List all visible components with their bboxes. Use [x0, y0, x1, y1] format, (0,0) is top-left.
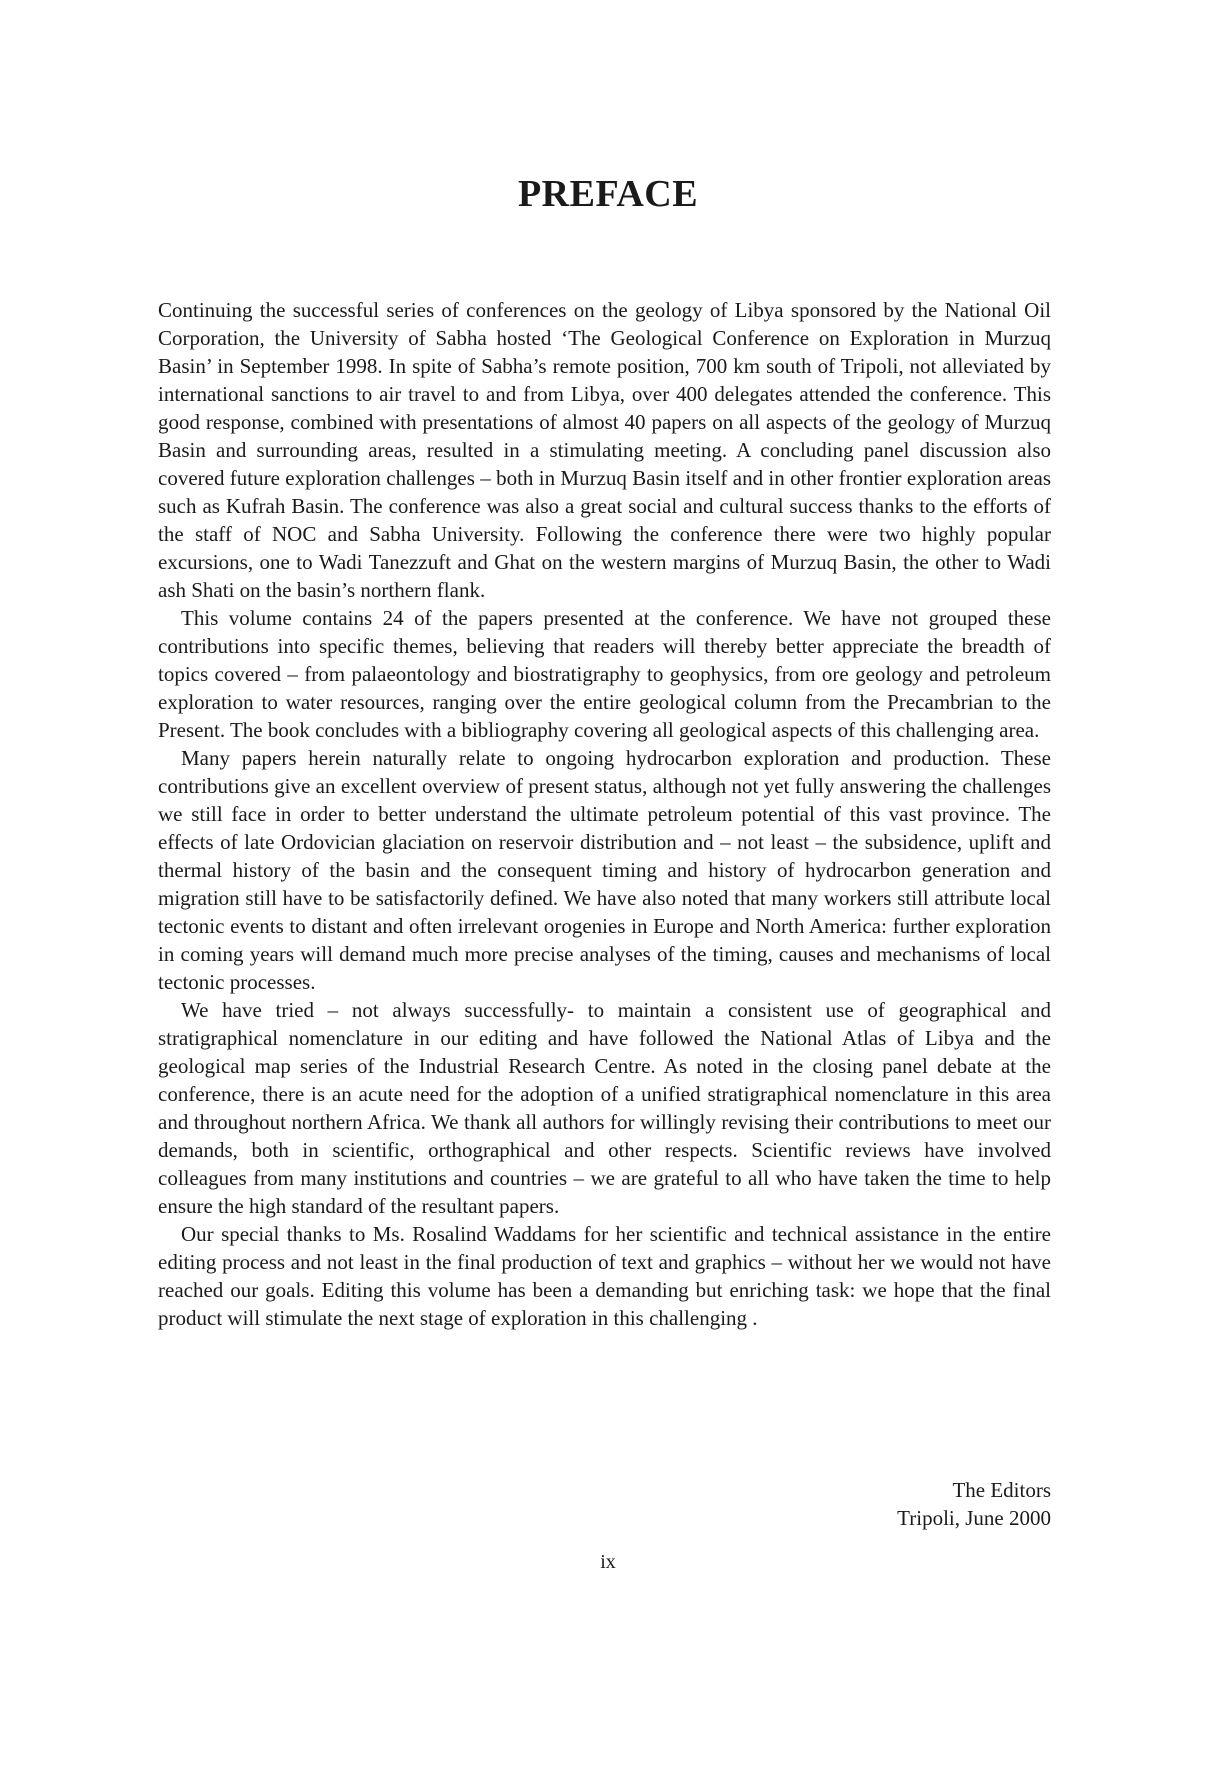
paragraph-4: We have tried – not always successfully- to maintain a consistent use of geographical and stratigraphical nomenclature in our editing and have followed the National Atlas of Libya and the geological map series of the Industrial Research Centre. As noted in the closing panel debate at the conference, there is an acute need for the adoption of a unified stratigraphical nomenclature in this area and throughout northern Africa. We thank all authors for willingly revising their contributions to meet our demands, both in scientific, orthographical and other respects. Scientific reviews have involved colleagues from many institutions and countries – we are grateful to all who have taken the time to help ensure the high standard of the resultant papers.: [158, 998, 1051, 1218]
preface-body: [158, 296, 1051, 1332]
signature-block: [897, 1476, 1051, 1532]
paragraph-5: Our special thanks to Ms. Rosalind Waddams for her scientific and technical assistance in the entire editing process and not least in the final production of text and graphics – without her we would not have reached our goals. Editing this volume has been a demanding but enriching task: we hope that the final product will stimulate the next stage of exploration in this challenging .: [158, 1222, 1051, 1330]
paragraph-1: Continuing the successful series of conferences on the geology of Libya sponsored by the National Oil Corporation, the University of Sabha hosted ‘The Geological Conference on Exploration in Murzuq Basin’ in September 1998. In spite of Sabha’s remote position, 700 km south of Tripoli, not alleviated by international sanctions to air travel to and from Libya, over 400 delegates attended the conference. This good response, combined with presentations of almost 40 papers on all aspects of the geology of Murzuq Basin and surrounding areas, resulted in a stimulating meeting. A concluding panel discussion also covered future exploration challenges – both in Murzuq Basin itself and in other frontier exploration areas such as Kufrah Basin. The conference was also a great social and cultural success thanks to the efforts of the staff of NOC and Sabha University. Following the conference there were two highly popular excursions, one to Wadi Tanezzuft and Ghat on the western margins of Murzuq Basin, the other to Wadi ash Shati on the basin’s northern flank.: [158, 298, 1051, 602]
signature-editors: The Editors: [952, 1478, 1051, 1502]
paragraph-2: This volume contains 24 of the papers presented at the conference. We have not grouped these contributions into specific themes, believing that readers will thereby better appreciate the breadth of topics covered – from palaeontology and biostratigraphy to geophysics, from ore geology and petroleum exploration to water resources, ranging over the entire geological column from the Precambrian to the Present. The book concludes with a bibliography covering all geological aspects of this challenging area.: [158, 606, 1051, 742]
page-number: ix: [600, 1551, 616, 1573]
paragraph-3: Many papers herein naturally relate to ongoing hydrocarbon exploration and production. These contributions give an excellent overview of present status, although not yet fully answering the challenges we still face in order to better understand the ultimate petroleum potential of this vast province. The effects of late Ordovician glaciation on reservoir distribution and – not least – the subsidence, uplift and thermal history of the basin and the consequent timing and history of hydrocarbon generation and migration still have to be satisfactorily defined. We have also noted that many workers still attribute local tectonic events to distant and often irrelevant orogenies in Europe and North America: further exploration in coming years will demand much more precise analyses of the timing, causes and mechanisms of local tectonic processes.: [158, 746, 1051, 994]
page-title: PREFACE: [517, 173, 699, 215]
signature-place-date: Tripoli, June 2000: [897, 1506, 1051, 1530]
